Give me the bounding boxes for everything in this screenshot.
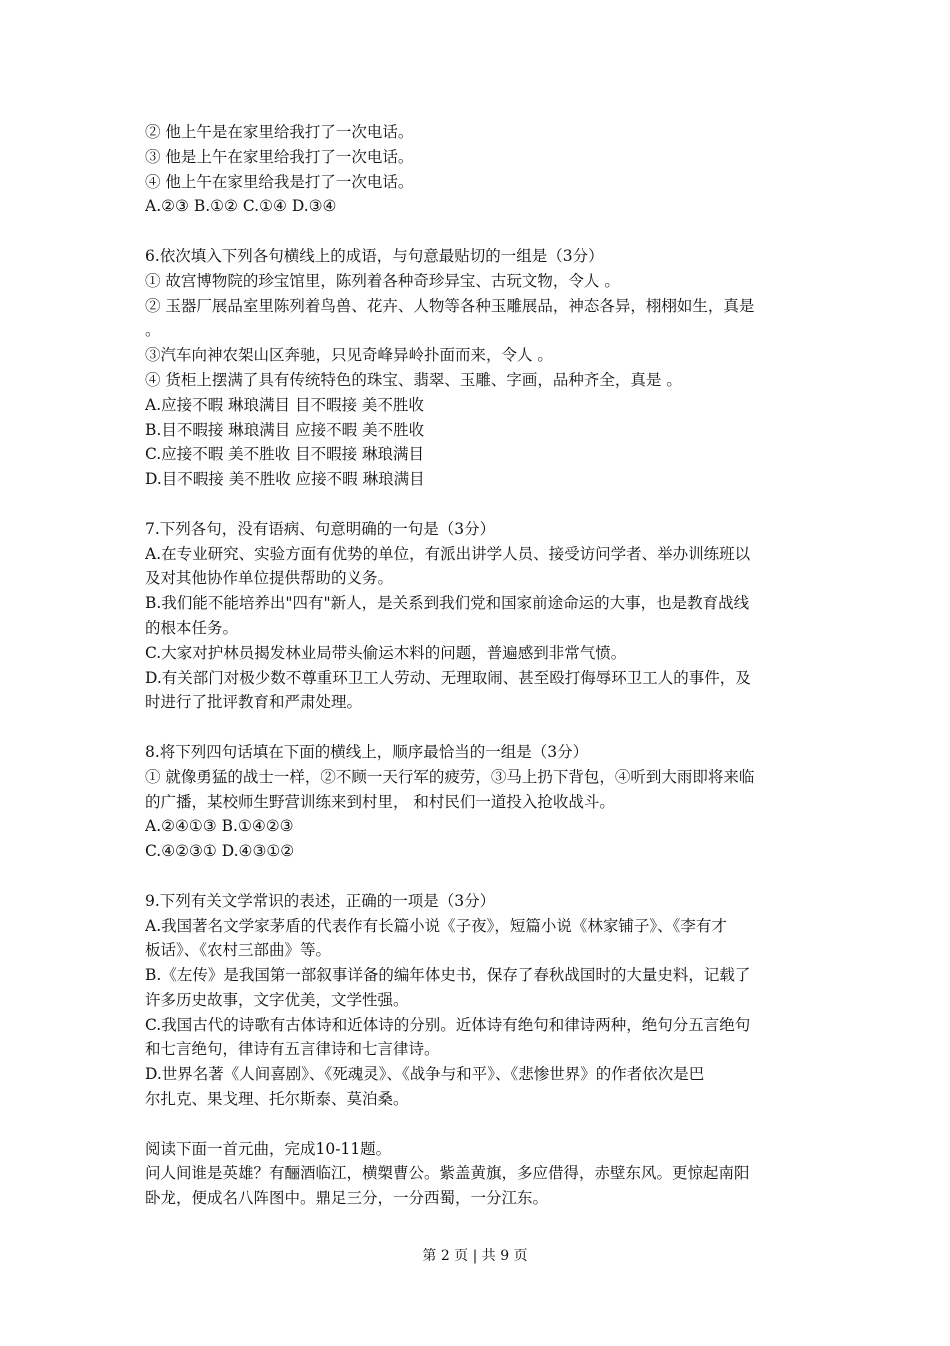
spacer: [145, 864, 810, 889]
spacer: [145, 715, 810, 740]
poem-line: 卧龙，便成名八阵图中。鼎足三分，一分西蜀，一分江东。: [145, 1189, 549, 1208]
q7-line: A.在专业研究、实验方面有优势的单位，有派出讲学人员、接受访问学者、举办训练班以: [145, 544, 751, 563]
q7-line: 时进行了批评教育和严肃处理。: [145, 693, 363, 712]
q6-option-a: A.应接不暇 琳琅满目 目不暇接 美不胜收: [145, 395, 424, 414]
q8-line: 的广播，某校师生野营训练来到村里， 和村民们一道投入抢收战斗。: [145, 792, 615, 811]
q6-sentence-3: ③汽车向神农架山区奔驰，只见奇峰异岭扑面而来，令人 。: [145, 346, 553, 365]
spacer: [145, 219, 810, 244]
q8-stem: 8.将下列四句话填在下面的横线上，顺序最恰当的一组是（3分）: [145, 742, 589, 761]
q5-item-4: ④ 他上午在家里给我是打了一次电话。: [145, 172, 414, 191]
q7-stem: 7.下列各句，没有语病、句意明确的一句是（3分）: [145, 519, 496, 538]
q8-options-ab: A.②④①③ B.①④②③: [145, 817, 294, 836]
q6-sentence-4: ④ 货柜上摆满了具有传统特色的珠宝、翡翠、玉雕、字画，品种齐全，真是 。: [145, 370, 682, 389]
q7-line: C.大家对护林员揭发林业局带头偷运木料的问题，普遍感到非常气愤。: [145, 643, 627, 662]
page-footer: 第 2 页 | 共 9 页: [422, 1248, 528, 1264]
q5-item-3: ③ 他是上午在家里给我打了一次电话。: [145, 147, 414, 166]
q9-line: 板话》、《农村三部曲》等。: [145, 941, 332, 960]
q6-sentence-2-end: 。: [145, 321, 161, 340]
q9-line: 许多历史故事，文字优美，文学性强。: [145, 990, 409, 1009]
q7-line: 的根本任务。: [145, 618, 239, 637]
q5-item-2: ② 他上午是在家里给我打了一次电话。: [145, 123, 414, 141]
q7-line: 及对其他协作单位提供帮助的义务。: [145, 569, 394, 588]
q9-line: B.《左传》是我国第一部叙事详备的编年体史书，保存了春秋战国时的大量史料，记载了: [145, 966, 751, 985]
q6-option-c: C.应接不暇 美不胜收 目不暇接 琳琅满目: [145, 445, 425, 464]
q6-stem: 6.依次填入下列各句横线上的成语，与句意最贴切的一组是（3分）: [145, 246, 604, 265]
q7-line: D.有关部门对极少数不尊重环卫工人劳动、无理取闹、甚至殴打侮辱环卫工人的事件，及: [145, 668, 751, 687]
q7-line: B.我们能不能培养出"四有"新人，是关系到我们党和国家前途命运的大事，也是教育战线: [145, 594, 750, 613]
q6-sentence-2: ② 玉器厂展品室里陈列着鸟兽、花卉、人物等各种玉雕展品，神态各异，栩栩如生，真是: [145, 296, 755, 315]
q5-options: A.②③ B.①② C.①④ D.③④: [145, 197, 337, 216]
page-content: [145, 120, 810, 1211]
q6-option-b: B.目不暇接 琳琅满目 应接不暇 美不胜收: [145, 420, 425, 439]
q6-sentence-1: ① 故宫博物院的珍宝馆里，陈列着各种奇珍异宝、古玩文物，令人 。: [145, 271, 620, 290]
q9-line: A.我国著名文学家茅盾的代表作有长篇小说《子夜》，短篇小说《林家铺子》、《李有才: [145, 916, 727, 935]
q8-options-cd: C.④②③① D.④③①②: [145, 842, 295, 861]
spacer: [145, 1112, 810, 1137]
q9-stem: 9.下列有关文学常识的表述，正确的一项是（3分）: [145, 891, 496, 910]
reading-intro: 阅读下面一首元曲，完成10-11题。: [145, 1139, 392, 1158]
q9-line: C.我国古代的诗歌有古体诗和近体诗的分别。近体诗有绝句和律诗两种，绝句分五言绝句: [145, 1015, 751, 1034]
q8-line: ① 就像勇猛的战士一样，②不顾一天行军的疲劳，③马上扔下背包，④听到大雨即将来临: [145, 767, 755, 786]
q9-line: 尔扎克、果戈理、托尔斯泰、莫泊桑。: [145, 1090, 409, 1109]
poem-line: 问人间谁是英雄？有酾酒临江，横槊曹公。紫盖黄旗，多应借得，赤壁东风。更惊起南阳: [145, 1164, 750, 1183]
q9-line: 和七言绝句，律诗有五言律诗和七言律诗。: [145, 1040, 440, 1059]
spacer: [145, 492, 810, 517]
q9-line: D.世界名著《人间喜剧》、《死魂灵》、《战争与和平》、《悲惨世界》的作者依次是巴: [145, 1065, 705, 1084]
q6-option-d: D.目不暇接 美不胜收 应接不暇 琳琅满目: [145, 470, 425, 489]
